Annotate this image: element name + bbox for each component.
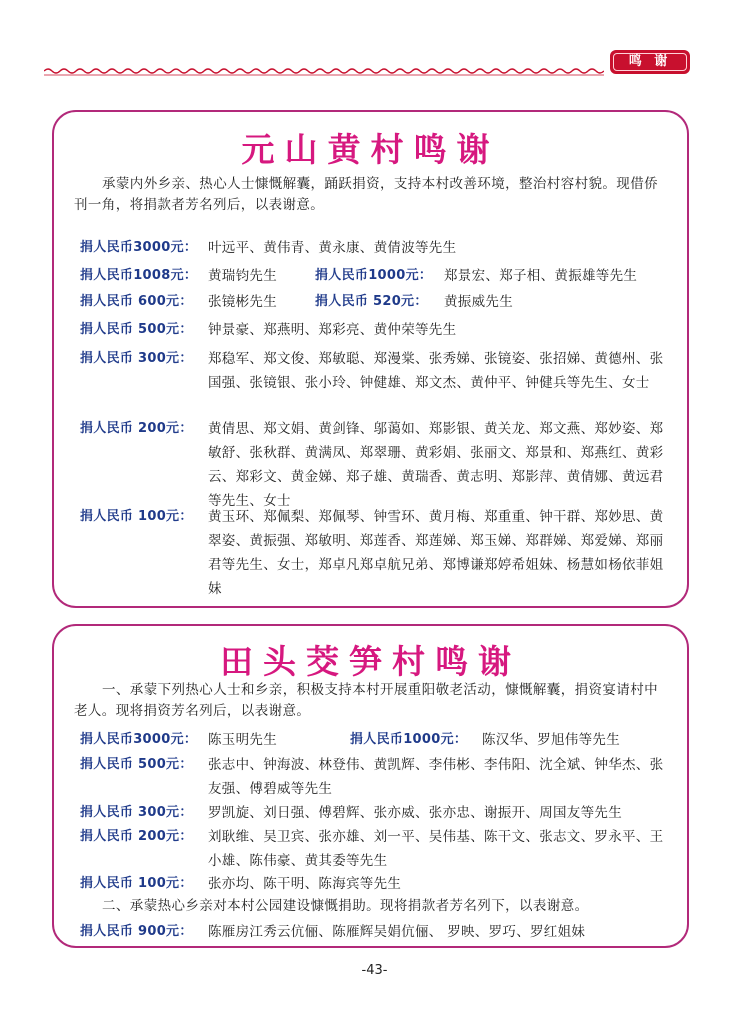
donation-amount-label: 捐人民币 300元： xyxy=(80,805,193,820)
donor-names: 陈汉华、罗旭伟等先生 xyxy=(482,732,620,748)
section-yuanshan-huang-village xyxy=(52,110,689,608)
donor-names: 陈玉明先生 xyxy=(208,732,277,748)
donation-amount-label: 捐人民币 200元： xyxy=(80,829,193,844)
header-wave-rule xyxy=(44,66,604,78)
donor-names: 黄倩思、郑文娟、黄剑锋、邬蔼如、郑影银、黄关龙、郑文燕、郑妙姿、郑敏舒、张秋群、黄满凤、郑翠珊、黄彩娟、张丽文、郑景和、郑燕红、黄彩云、郑彩文、黄金娣、郑子雄、黄瑞香、黄志明、郑影萍、黄倩娜、黄远君等先生、女士 xyxy=(208,421,664,509)
donor-names: 黄瑞钧先生 xyxy=(208,268,277,284)
donor-names: 陈雁房江秀云伉俪、陈雁辉吴娟伉俪、 罗映、罗巧、罗红姐妹 xyxy=(208,924,586,940)
donation-amount-label: 捐人民币 900元： xyxy=(80,924,193,939)
donation-amount-label: 捐人民币 100元： xyxy=(80,509,193,524)
donation-amount-label: 捐人民币1000元： xyxy=(350,732,468,747)
donation-amount-label: 捐人民币 500元： xyxy=(80,322,193,337)
section-intro: 承蒙内外乡亲、热心人士慷慨解囊，踊跃捐资，支持本村改善环境，整治村容村貌。现借侨刊一角，将捐款者芳名列后，以表谢意。 xyxy=(74,176,658,213)
donor-names: 罗凯旋、刘日强、傅碧辉、张亦威、张亦忠、谢振开、周国友等先生 xyxy=(208,805,622,821)
donor-names: 黄振威先生 xyxy=(444,294,513,310)
donation-amount-label: 捐人民币 300元： xyxy=(80,351,193,366)
donor-names: 张镜彬先生 xyxy=(208,294,277,310)
section-tag-label: 鸣 谢 xyxy=(628,54,672,69)
donor-names: 郑稳军、郑文俊、郑敏聪、郑漫棠、张秀娣、张镜姿、张招娣、黄德州、张国强、张镜银、张小玲、钟健雄、郑文杰、黄仲平、钟健兵等先生、女士 xyxy=(208,351,664,391)
section-tag xyxy=(610,50,690,74)
donation-amount-label: 捐人民币 100元： xyxy=(80,876,193,891)
section-intro: 一、承蒙下列热心人士和乡亲，积极支持本村开展重阳敬老活动，慷慨解囊，捐资宴请村中老人。现将捐资芳名列后，以表谢意。 xyxy=(74,682,658,719)
donor-names: 张亦均、陈干明、陈海宾等先生 xyxy=(208,876,402,892)
donation-amount-label: 捐人民币1008元： xyxy=(80,268,198,283)
section-title: 元山黄村鸣谢 xyxy=(241,130,500,169)
donor-names: 黄玉环、郑佩梨、郑佩琴、钟雪环、黄月梅、郑重重、钟干群、郑妙思、黄翠姿、黄振强、郑敏明、郑莲香、郑莲娣、郑玉娣、郑群娣、郑爱娣、郑丽君等先生、女士，郑卓凡郑卓航兄弟、郑博谦郑婷希姐妹、杨慧如杨依菲姐妹 xyxy=(208,509,664,597)
second-intro: 二、承蒙热心乡亲对本村公园建设慷慨捐助。现将捐款者芳名列下，以表谢意。 xyxy=(102,898,589,914)
donor-names: 郑景宏、郑子相、黄振雄等先生 xyxy=(444,268,638,284)
donor-names: 叶远平、黄伟青、黄永康、黄倩波等先生 xyxy=(208,240,457,256)
donation-amount-label: 捐人民币3000元： xyxy=(80,732,198,747)
donation-amount-label: 捐人民币3000元： xyxy=(80,240,198,255)
donation-amount-label: 捐人民币 520元： xyxy=(315,294,428,309)
donation-amount-label: 捐人民币1000元： xyxy=(315,268,433,283)
page-number: -43- xyxy=(361,963,388,978)
donor-names: 钟景豪、郑燕明、郑彩亮、黄仲荣等先生 xyxy=(208,322,457,338)
donation-amount-label: 捐人民币 500元： xyxy=(80,757,193,772)
section-tiantou-jiaosun-village xyxy=(52,624,689,948)
section-title: 田头茭笋村鸣谢 xyxy=(220,642,521,681)
donor-names: 张志中、钟海波、林登伟、黄凯辉、李伟彬、李伟阳、沈全斌、钟华杰、张友强、傅碧威等先生 xyxy=(208,757,664,797)
donation-amount-label: 捐人民币 200元： xyxy=(80,421,193,436)
donor-names: 刘耿维、吴卫宾、张亦雄、刘一平、吴伟基、陈干文、张志文、罗永平、王小雄、陈伟豪、黄其委等先生 xyxy=(208,829,664,869)
donation-amount-label: 捐人民币 600元： xyxy=(80,294,193,309)
